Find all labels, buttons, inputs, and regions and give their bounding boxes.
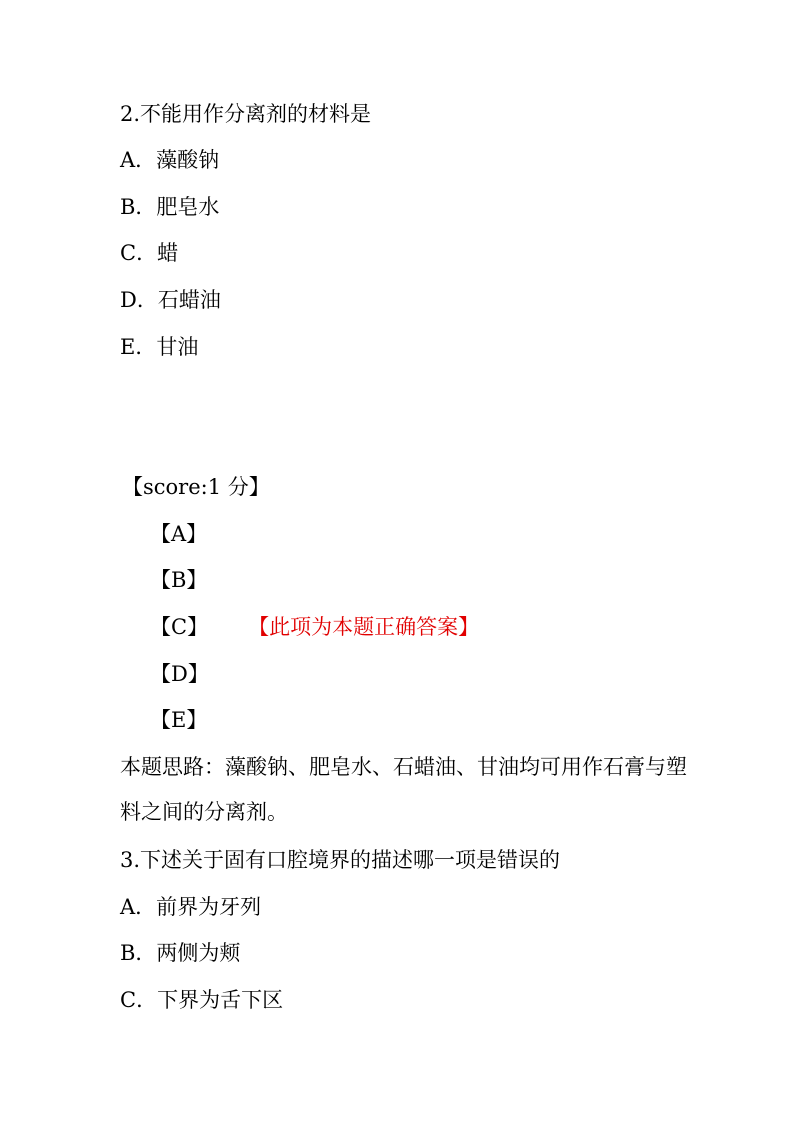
answer-option-b: 【B】	[150, 568, 208, 592]
explanation-text: 本题思路：藻酸钠、肥皂水、石蜡油、甘油均可用作石膏与塑料之间的分离剂。	[120, 755, 687, 824]
question-2-option-b: B．肥皂水	[120, 195, 220, 219]
answer-option-a: 【A】	[150, 522, 208, 546]
question-3-stem: 3.下述关于固有口腔境界的描述哪一项是错误的	[120, 848, 561, 872]
question-3-option-a: A．前界为牙列	[120, 895, 262, 919]
question-3-option-b: B．两侧为颊	[120, 941, 241, 965]
score-label: 【score:1 分】	[122, 475, 270, 499]
question-2-stem: 2.不能用作分离剂的材料是	[120, 102, 372, 126]
answer-option-c	[150, 613, 479, 641]
question-2-option-a: A．藻酸钠	[120, 148, 220, 172]
question-3-option-c: C．下界为舌下区	[120, 988, 284, 1012]
question-2-option-e: E．甘油	[120, 335, 199, 359]
correct-answer-note: 【此项为本题正确答案】	[248, 615, 480, 639]
answer-option-e: 【E】	[150, 708, 208, 732]
answer-option-d: 【D】	[150, 662, 209, 686]
question-2-option-d: D．石蜡油	[120, 288, 221, 312]
answer-option-c-label: 【C】	[150, 615, 209, 639]
question-2-option-c: C．蜡	[120, 241, 179, 265]
